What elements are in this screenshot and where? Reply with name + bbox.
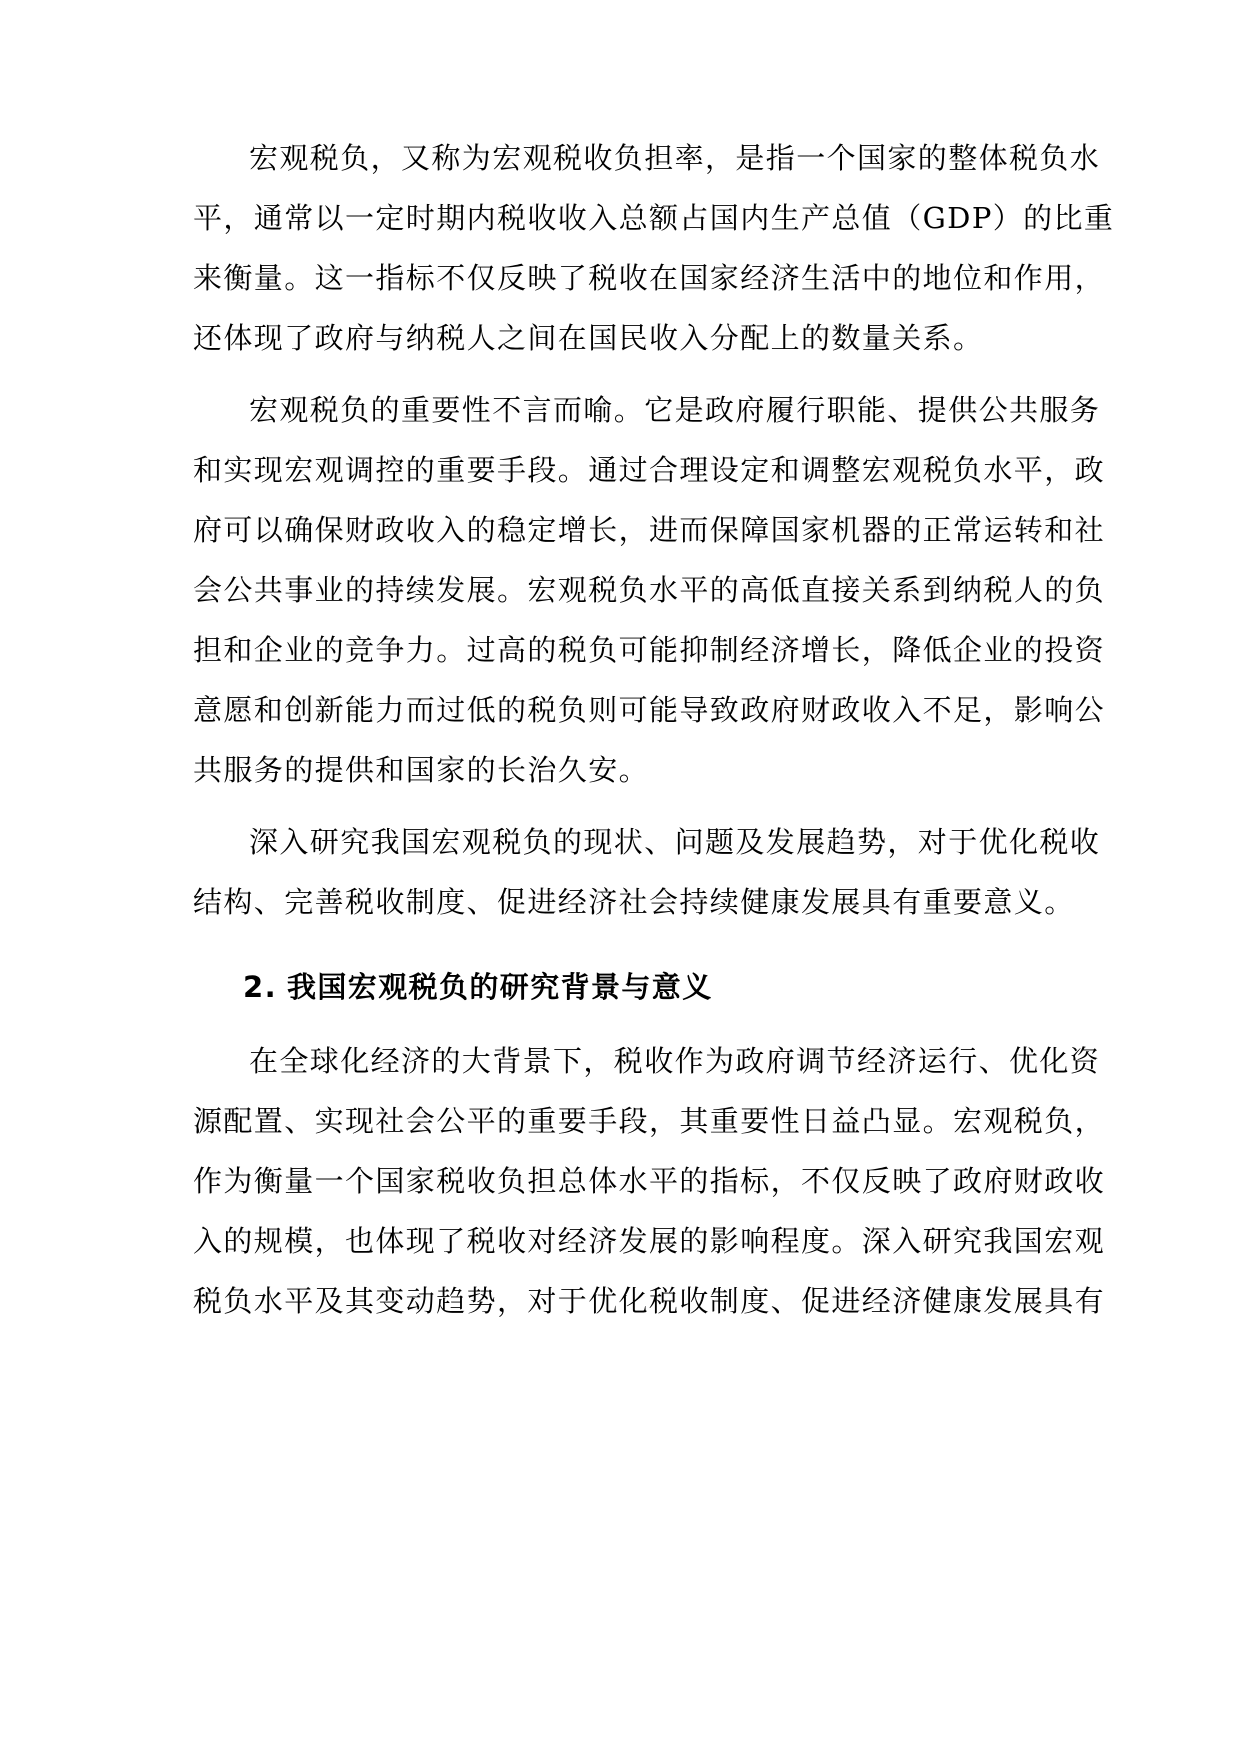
paragraph-2-line-4: 会公共事业的持续发展。宏观税负水平的高低直接关系到纳税人的负	[193, 573, 1106, 607]
paragraph-2-line-2: 和实现宏观调控的重要手段。通过合理设定和调整宏观税负水平，政	[193, 453, 1106, 487]
paragraph-2-line-7: 共服务的提供和国家的长治久安。	[193, 753, 650, 787]
section-heading-title: 我国宏观税负的研究背景与意义	[287, 970, 713, 1004]
paragraph-3-line-2: 结构、完善税收制度、促进经济社会持续健康发展具有重要意义。	[193, 885, 1075, 919]
section-paragraph-line-4: 入的规模，也体现了税收对经济发展的影响程度。深入研究我国宏观	[193, 1224, 1106, 1258]
paragraph-1-line-2: 平，通常以一定时期内税收收入总额占国内生产总值（GDP）的比重	[193, 201, 1115, 235]
section-paragraph-line-3: 作为衡量一个国家税收负担总体水平的指标，不仅反映了政府财政收	[193, 1164, 1106, 1198]
section-paragraph-line-5: 税负水平及其变动趋势，对于优化税收制度、促进经济健康发展具有	[193, 1284, 1106, 1318]
section-paragraph-line-1: 在全球化经济的大背景下，税收作为政府调节经济运行、优化资	[249, 1044, 1101, 1078]
paragraph-1-line-4: 还体现了政府与纳税人之间在国民收入分配上的数量关系。	[193, 321, 984, 355]
paragraph-2-line-5: 担和企业的竞争力。过高的税负可能抑制经济增长，降低企业的投资	[193, 633, 1106, 667]
paragraph-2-line-1: 宏观税负的重要性不言而喻。它是政府履行职能、提供公共服务	[249, 393, 1101, 427]
section-heading	[243, 969, 713, 1005]
paragraph-1-line-1: 宏观税负，又称为宏观税收负担率，是指一个国家的整体税负水	[249, 141, 1101, 175]
section-paragraph-line-2: 源配置、实现社会公平的重要手段，其重要性日益凸显。宏观税负，	[193, 1104, 1106, 1138]
paragraph-1-line-3: 来衡量。这一指标不仅反映了税收在国家经济生活中的地位和作用，	[193, 261, 1106, 295]
paragraph-2-line-6: 意愿和创新能力而过低的税负则可能导致政府财政收入不足，影响公	[193, 693, 1106, 727]
section-heading-number: 2.	[243, 970, 277, 1004]
paragraph-2-line-3: 府可以确保财政收入的稳定增长，进而保障国家机器的正常运转和社	[193, 513, 1106, 547]
paragraph-3-line-1: 深入研究我国宏观税负的现状、问题及发展趋势，对于优化税收	[249, 825, 1101, 859]
